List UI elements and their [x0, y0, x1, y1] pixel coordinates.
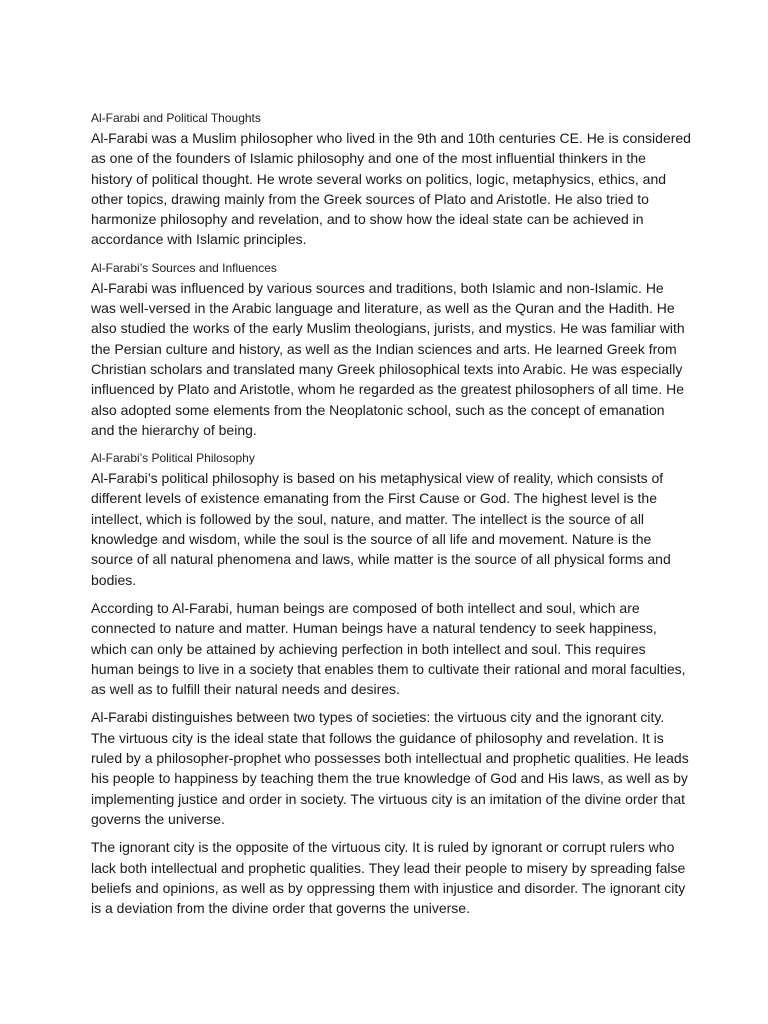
section-sources-influences	[91, 258, 691, 440]
paragraph: According to Al-Farabi, human beings are composed of both intellect and soul, which are connected to nature and matter. Human beings have a natural tendency to seek happiness, which can only be attained by achieving perfection in both intellect and soul. This requires human beings to live in a society that enables them to cultivate their rational and moral faculties, as well as to fulfill their natural needs and desires.	[91, 599, 686, 698]
paragraph: Al-Farabi was influenced by various sources and traditions, both Islamic and non-Islamic. He was well-versed in the Arabic language and literature, as well as the Quran and the Hadith. He also studied the works of the early Muslim theologians, jurists, and mystics. He was familiar with the Persian culture and history, as well as the Indian sciences and arts. He learned Greek from Christian scholars and translated many Greek philosophical texts into Arabic. He was especially influenced by Plato and Aristotle, whom he regarded as the greatest philosophers of all time. He also adopted some elements from the Neoplatonic school, such as the concept of emanation and the hierarchy of being.	[91, 279, 685, 438]
section-heading: Al-Farabi’s Political Philosophy	[91, 451, 255, 466]
section-political-philosophy	[91, 448, 691, 918]
section-heading: Al-Farabi and Political Thoughts	[91, 111, 261, 125]
section-political-thoughts	[91, 108, 691, 250]
section-heading: Al-Farabi’s Sources and Influences	[91, 260, 277, 275]
paragraph: Al-Farabi’s political philosophy is based on his metaphysical view of reality, which consists of different levels of existence emanating from the First Cause or God. The highest level is the intellect, which is followed by the soul, nature, and matter. The intellect is the source of all knowledge and wisdom, while the soul is the source of all life and movement. Nature is the source of all natural phenomena and laws, while matter is the source of all physical forms and bodies.	[91, 470, 671, 588]
paragraph: Al-Farabi was a Muslim philosopher who lived in the 9th and 10th centuries CE. He is considered as one of the founders of Islamic philosophy and one of the most influential thinkers in the history of political thought. He wrote several works on politics, logic, metaphysics, ethics, and other topics, drawing mainly from the Greek sources of Plato and Aristotle. He also tried to harmonize philosophy and revelation, and to show how the ideal state can be achieved in accordance with Islamic principles.	[91, 130, 691, 248]
paragraph: Al-Farabi distinguishes between two types of societies: the virtuous city and the ignorant city. The virtuous city is the ideal state that follows the guidance of philosophy and revelation. It is ruled by a philosopher-prophet who possesses both intellectual and prophetic qualities. He leads his people to happiness by teaching them the true knowledge of God and His laws, as well as by implementing justice and order in society. The virtuous city is an imitation of the divine order that governs the universe.	[91, 709, 689, 827]
paragraph: The ignorant city is the opposite of the virtuous city. It is ruled by ignorant or corrupt rulers who lack both intellectual and prophetic qualities. They lead their people to misery by spreading false beliefs and opinions, as well as by oppressing them with injustice and disorder. The ignorant city is a deviation from the divine order that governs the universe.	[91, 839, 686, 917]
document-page	[91, 108, 691, 926]
